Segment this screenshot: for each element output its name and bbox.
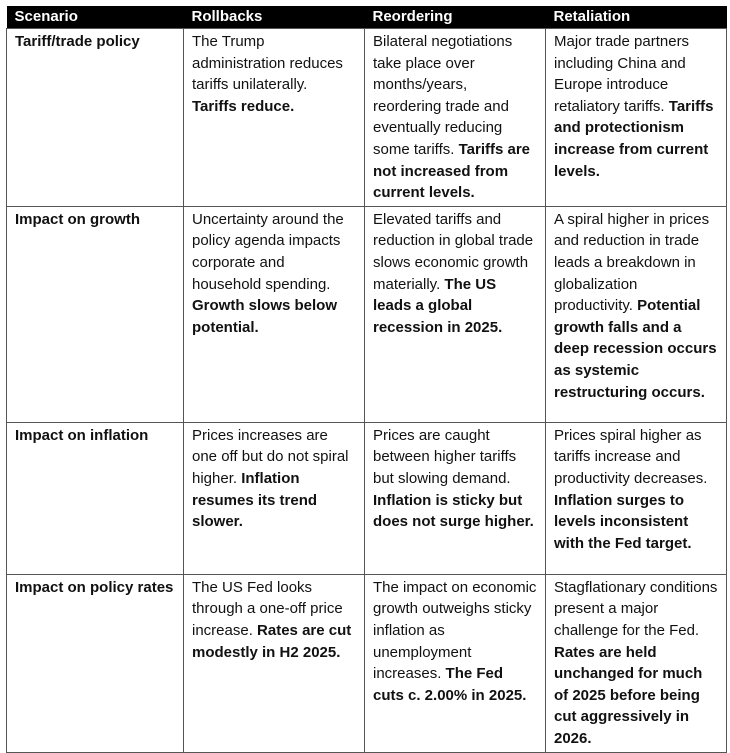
- cell-rollbacks: [184, 574, 365, 752]
- cell-text: The impact on economic growth outweighs sticky inflation as unemployment increases.: [373, 578, 537, 683]
- row-label: Impact on policy rates: [7, 574, 184, 752]
- row-tariff-trade-policy: [7, 29, 727, 207]
- cell-rollbacks: [184, 206, 365, 422]
- cell-bold-text: Rates are cut modestly in H2 2025.: [192, 621, 352, 661]
- row-impact-on-policy-rates: [7, 574, 727, 752]
- cell-reordering: [365, 422, 546, 574]
- cell-bold-text: Tariffs are not increased from current levels.: [373, 140, 531, 202]
- header-scenario: Scenario: [7, 6, 184, 29]
- cell-text: The US Fed looks through a one-off price increase.: [192, 578, 343, 639]
- cell-reordering: [365, 206, 546, 422]
- cell-bold-text: Inflation resumes its trend slower.: [192, 469, 318, 531]
- cell-rollbacks: [184, 29, 365, 207]
- cell-reordering: [365, 574, 546, 752]
- cell-bold-text: Tariffs and protectionism increase from current levels.: [554, 97, 714, 180]
- cell-bold-text: Tariffs reduce.: [192, 97, 295, 115]
- cell-text: Prices are caught between higher tariffs but slowing demand.: [373, 426, 517, 487]
- row-label: Tariff/trade policy: [7, 29, 184, 207]
- header-row: [7, 6, 727, 29]
- cell-text: Prices spiral higher as tariffs increase and productivity decreases.: [554, 426, 708, 487]
- cell-bold-text: Inflation surges to levels inconsistent with the Fed target.: [554, 491, 692, 552]
- cell-retaliation: [546, 574, 727, 752]
- cell-rollbacks: [184, 422, 365, 574]
- header-retaliation: Retaliation: [546, 6, 727, 29]
- cell-bold-text: Potential growth falls and a deep recession occurs as systemic restructuring occurs.: [554, 297, 717, 401]
- cell-text: Uncertainty around the policy agenda impacts corporate and household spending.: [192, 210, 344, 293]
- cell-retaliation: [546, 422, 727, 574]
- cell-bold-text: The US leads a global recession in 2025.: [373, 275, 503, 336]
- cell-text: Stagflationary conditions present a major challenge for the Fed.: [554, 578, 718, 639]
- cell-text: Elevated tariffs and reduction in global trade slows economic growth materially.: [373, 210, 534, 293]
- cell-retaliation: [546, 29, 727, 207]
- header-rollbacks: Rollbacks: [184, 6, 365, 29]
- cell-bold-text: Rates are held unchanged for much of 2025 before being cut aggressively in 2026.: [554, 643, 703, 747]
- cell-text: The Trump administration reduces tariffs unilaterally.: [192, 33, 343, 94]
- header-reordering: Reordering: [365, 6, 546, 29]
- row-impact-on-growth: [7, 206, 727, 422]
- row-impact-on-inflation: [7, 422, 727, 574]
- cell-text: A spiral higher in prices and reduction in trade leads a breakdown in globalization productivity.: [554, 210, 710, 315]
- cell-text: Bilateral negotiations take place over months/years, reordering trade and eventually reducing some tariffs.: [373, 33, 513, 158]
- cell-text: Major trade partners including China and Europe introduce retaliatory tariffs.: [554, 33, 690, 115]
- cell-bold-text: Growth slows below potential.: [192, 297, 338, 336]
- row-label: Impact on growth: [7, 206, 184, 422]
- cell-bold-text: The Fed cuts c. 2.00% in 2025.: [373, 665, 527, 704]
- cell-text: Prices increases are one off but do not spiral higher.: [192, 426, 349, 487]
- scenario-table: [6, 6, 727, 753]
- cell-bold-text: Inflation is sticky but does not surge higher.: [373, 491, 534, 531]
- cell-retaliation: [546, 206, 727, 422]
- cell-reordering: [365, 29, 546, 207]
- row-label: Impact on inflation: [7, 422, 184, 574]
